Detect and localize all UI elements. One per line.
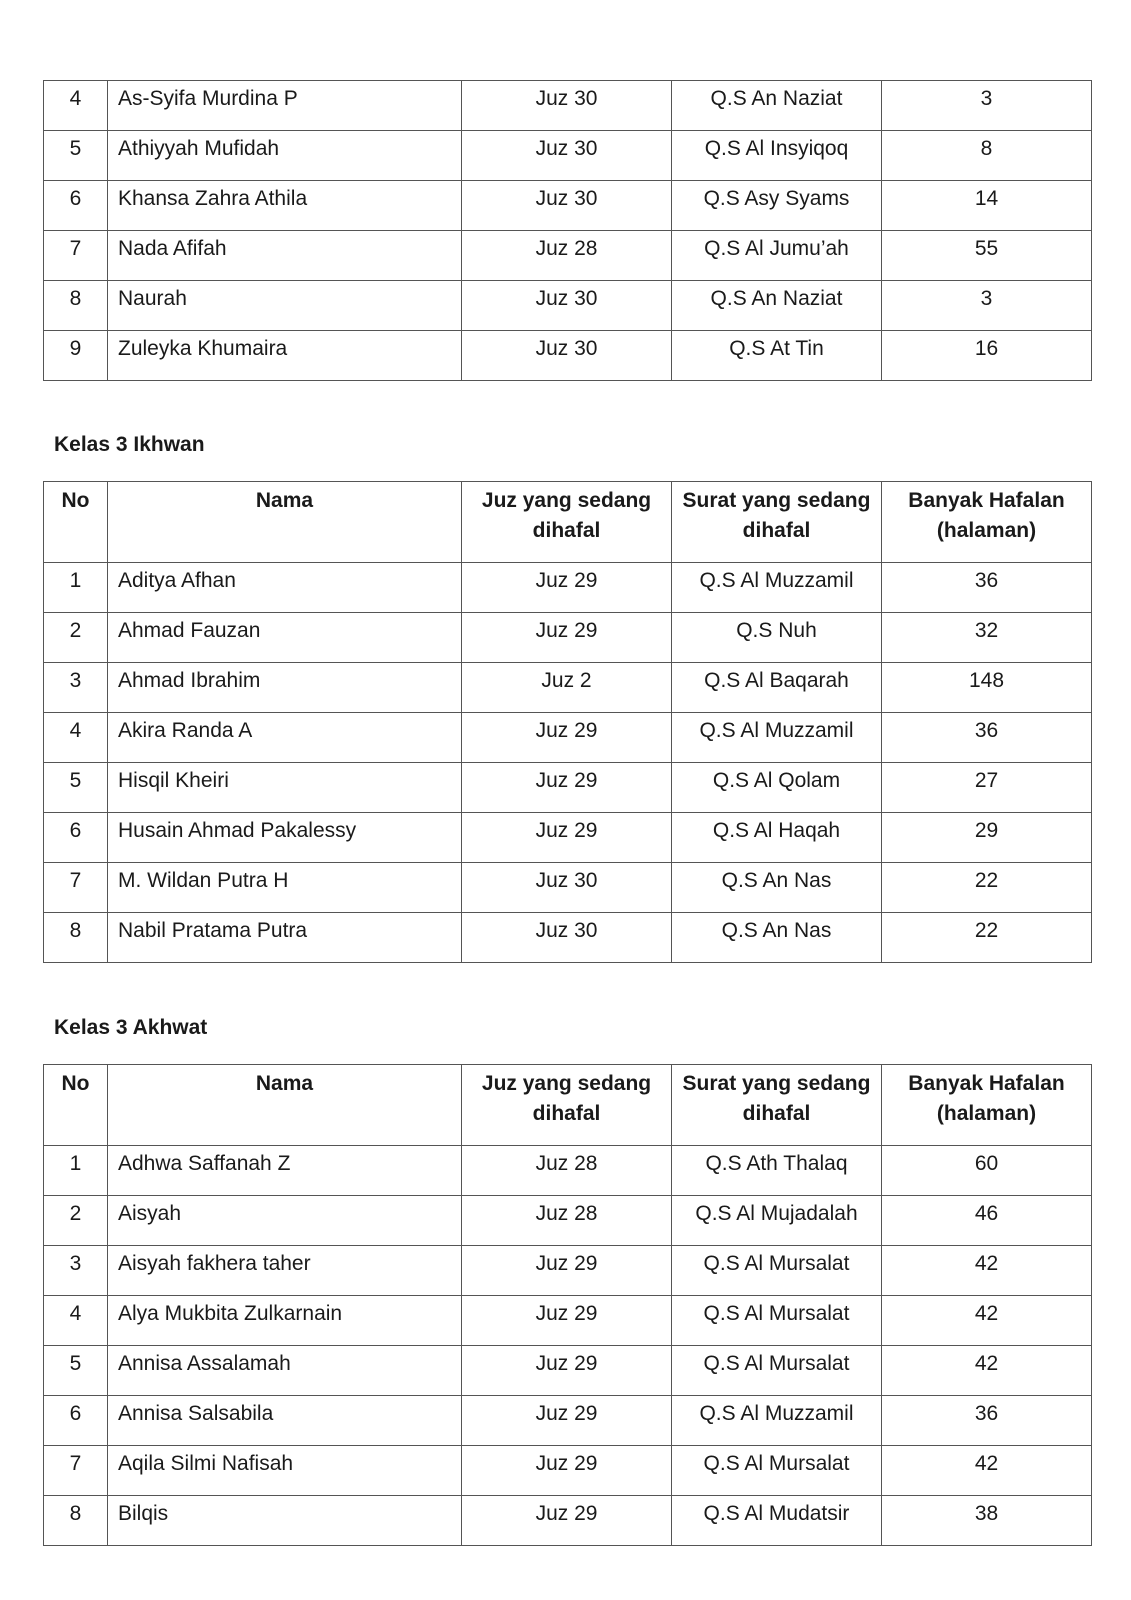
cell-surat: Q.S Asy Syams — [672, 181, 882, 231]
header-nama: Nama — [108, 482, 462, 563]
cell-nama: Aisyah — [108, 1196, 462, 1246]
cell-nama: Aqila Silmi Nafisah — [108, 1446, 462, 1496]
cell-banyak: 46 — [882, 1196, 1092, 1246]
table-row — [44, 81, 1092, 131]
cell-no: 6 — [44, 813, 108, 863]
cell-surat: Q.S Al Jumu’ah — [672, 231, 882, 281]
cell-banyak: 148 — [882, 663, 1092, 713]
cell-juz: Juz 29 — [462, 1396, 672, 1446]
cell-no: 8 — [44, 1496, 108, 1546]
cell-surat: Q.S Al Mujadalah — [672, 1196, 882, 1246]
cell-no: 3 — [44, 663, 108, 713]
cell-juz: Juz 30 — [462, 131, 672, 181]
cell-no: 3 — [44, 1246, 108, 1296]
table-header-row — [44, 482, 1092, 563]
cell-juz: Juz 30 — [462, 331, 672, 381]
cell-no: 6 — [44, 181, 108, 231]
cell-juz: Juz 29 — [462, 763, 672, 813]
cell-surat: Q.S Al Mudatsir — [672, 1496, 882, 1546]
cell-juz: Juz 28 — [462, 231, 672, 281]
cell-nama: Annisa Salsabila — [108, 1396, 462, 1446]
cell-juz: Juz 28 — [462, 1146, 672, 1196]
cell-juz: Juz 29 — [462, 1346, 672, 1396]
kelas3-akhwat-table — [43, 1064, 1092, 1546]
cell-no: 4 — [44, 1296, 108, 1346]
cell-no: 9 — [44, 331, 108, 381]
cell-nama: Hisqil Kheiri — [108, 763, 462, 813]
continued-table-body — [44, 81, 1092, 381]
cell-banyak: 36 — [882, 563, 1092, 613]
cell-no: 2 — [44, 613, 108, 663]
cell-banyak: 16 — [882, 331, 1092, 381]
cell-juz: Juz 29 — [462, 813, 672, 863]
cell-juz: Juz 29 — [462, 1296, 672, 1346]
cell-banyak: 14 — [882, 181, 1092, 231]
cell-surat: Q.S Ath Thalaq — [672, 1146, 882, 1196]
cell-surat: Q.S An Nas — [672, 863, 882, 913]
continued-table — [43, 80, 1092, 381]
cell-nama: Aisyah fakhera taher — [108, 1246, 462, 1296]
cell-surat: Q.S Al Mursalat — [672, 1296, 882, 1346]
cell-surat: Q.S Al Mursalat — [672, 1346, 882, 1396]
cell-banyak: 36 — [882, 713, 1092, 763]
cell-surat: Q.S Al Baqarah — [672, 663, 882, 713]
table-row — [44, 1346, 1092, 1396]
kelas3-ikhwan-table — [43, 481, 1092, 963]
cell-no: 7 — [44, 231, 108, 281]
cell-surat: Q.S At Tin — [672, 331, 882, 381]
cell-nama: Ahmad Ibrahim — [108, 663, 462, 713]
cell-juz: Juz 29 — [462, 1496, 672, 1546]
cell-banyak: 3 — [882, 81, 1092, 131]
cell-surat: Q.S Al Mursalat — [672, 1246, 882, 1296]
cell-no: 6 — [44, 1396, 108, 1446]
cell-surat: Q.S Al Muzzamil — [672, 1396, 882, 1446]
cell-nama: Alya Mukbita Zulkarnain — [108, 1296, 462, 1346]
cell-nama: Akira Randa A — [108, 713, 462, 763]
cell-no: 5 — [44, 1346, 108, 1396]
cell-banyak: 29 — [882, 813, 1092, 863]
cell-nama: Nada Afifah — [108, 231, 462, 281]
cell-banyak: 42 — [882, 1446, 1092, 1496]
table-row — [44, 663, 1092, 713]
cell-no: 1 — [44, 1146, 108, 1196]
cell-nama: Husain Ahmad Pakalessy — [108, 813, 462, 863]
header-no: No — [44, 482, 108, 563]
header-no: No — [44, 1065, 108, 1146]
table-header-row — [44, 1065, 1092, 1146]
cell-juz: Juz 30 — [462, 81, 672, 131]
cell-juz: Juz 29 — [462, 1446, 672, 1496]
cell-surat: Q.S An Nas — [672, 913, 882, 963]
header-juz: Juz yang sedang dihafal — [462, 1065, 672, 1146]
cell-nama: Athiyyah Mufidah — [108, 131, 462, 181]
cell-nama: Adhwa Saffanah Z — [108, 1146, 462, 1196]
cell-juz: Juz 30 — [462, 863, 672, 913]
cell-banyak: 42 — [882, 1246, 1092, 1296]
cell-nama: Nabil Pratama Putra — [108, 913, 462, 963]
cell-no: 8 — [44, 281, 108, 331]
table-row — [44, 1296, 1092, 1346]
cell-banyak: 38 — [882, 1496, 1092, 1546]
table-row — [44, 231, 1092, 281]
cell-juz: Juz 30 — [462, 913, 672, 963]
section-title-kelas3-ikhwan: Kelas 3 Ikhwan — [54, 433, 205, 456]
cell-banyak: 22 — [882, 913, 1092, 963]
table-row — [44, 281, 1092, 331]
cell-juz: Juz 30 — [462, 281, 672, 331]
cell-juz: Juz 2 — [462, 663, 672, 713]
cell-banyak: 42 — [882, 1346, 1092, 1396]
cell-juz: Juz 29 — [462, 713, 672, 763]
cell-no: 5 — [44, 131, 108, 181]
cell-nama: Khansa Zahra Athila — [108, 181, 462, 231]
table-row — [44, 331, 1092, 381]
cell-juz: Juz 28 — [462, 1196, 672, 1246]
header-juz: Juz yang sedang dihafal — [462, 482, 672, 563]
cell-banyak: 27 — [882, 763, 1092, 813]
table-row — [44, 1246, 1092, 1296]
table-row — [44, 1446, 1092, 1496]
table-row — [44, 1146, 1092, 1196]
cell-surat: Q.S Al Insyiqoq — [672, 131, 882, 181]
cell-banyak: 36 — [882, 1396, 1092, 1446]
cell-banyak: 22 — [882, 863, 1092, 913]
table-row — [44, 181, 1092, 231]
cell-no: 7 — [44, 1446, 108, 1496]
cell-juz: Juz 29 — [462, 1246, 672, 1296]
table-row — [44, 1396, 1092, 1446]
cell-nama: Ahmad Fauzan — [108, 613, 462, 663]
cell-no: 7 — [44, 863, 108, 913]
cell-banyak: 42 — [882, 1296, 1092, 1346]
table-row — [44, 1196, 1092, 1246]
cell-juz: Juz 29 — [462, 613, 672, 663]
cell-surat: Q.S An Naziat — [672, 81, 882, 131]
cell-juz: Juz 30 — [462, 181, 672, 231]
cell-banyak: 55 — [882, 231, 1092, 281]
cell-nama: M. Wildan Putra H — [108, 863, 462, 913]
table-row — [44, 813, 1092, 863]
section-title-kelas3-akhwat: Kelas 3 Akhwat — [54, 1016, 208, 1039]
header-banyak: Banyak Hafalan (halaman) — [882, 1065, 1092, 1146]
table-row — [44, 913, 1092, 963]
table-row — [44, 613, 1092, 663]
table-row — [44, 713, 1092, 763]
kelas3-akhwat-table-body — [44, 1146, 1092, 1546]
cell-juz: Juz 29 — [462, 563, 672, 613]
cell-banyak: 8 — [882, 131, 1092, 181]
cell-banyak: 3 — [882, 281, 1092, 331]
cell-no: 4 — [44, 81, 108, 131]
cell-nama: Annisa Assalamah — [108, 1346, 462, 1396]
cell-no: 4 — [44, 713, 108, 763]
kelas3-ikhwan-table-body — [44, 563, 1092, 963]
cell-banyak: 32 — [882, 613, 1092, 663]
cell-surat: Q.S Al Mursalat — [672, 1446, 882, 1496]
table-row — [44, 563, 1092, 613]
cell-nama: As-Syifa Murdina P — [108, 81, 462, 131]
cell-surat: Q.S Nuh — [672, 613, 882, 663]
cell-nama: Aditya Afhan — [108, 563, 462, 613]
cell-no: 5 — [44, 763, 108, 813]
header-surat: Surat yang sedang dihafal — [672, 482, 882, 563]
cell-nama: Naurah — [108, 281, 462, 331]
cell-banyak: 60 — [882, 1146, 1092, 1196]
cell-no: 2 — [44, 1196, 108, 1246]
cell-nama: Zuleyka Khumaira — [108, 331, 462, 381]
table-row — [44, 863, 1092, 913]
cell-surat: Q.S Al Qolam — [672, 763, 882, 813]
cell-nama: Bilqis — [108, 1496, 462, 1546]
header-nama: Nama — [108, 1065, 462, 1146]
cell-no: 1 — [44, 563, 108, 613]
cell-surat: Q.S Al Muzzamil — [672, 563, 882, 613]
table-row — [44, 763, 1092, 813]
table-row — [44, 131, 1092, 181]
header-banyak: Banyak Hafalan (halaman) — [882, 482, 1092, 563]
cell-no: 8 — [44, 913, 108, 963]
cell-surat: Q.S Al Muzzamil — [672, 713, 882, 763]
header-surat: Surat yang sedang dihafal — [672, 1065, 882, 1146]
cell-surat: Q.S An Naziat — [672, 281, 882, 331]
cell-surat: Q.S Al Haqah — [672, 813, 882, 863]
table-row — [44, 1496, 1092, 1546]
